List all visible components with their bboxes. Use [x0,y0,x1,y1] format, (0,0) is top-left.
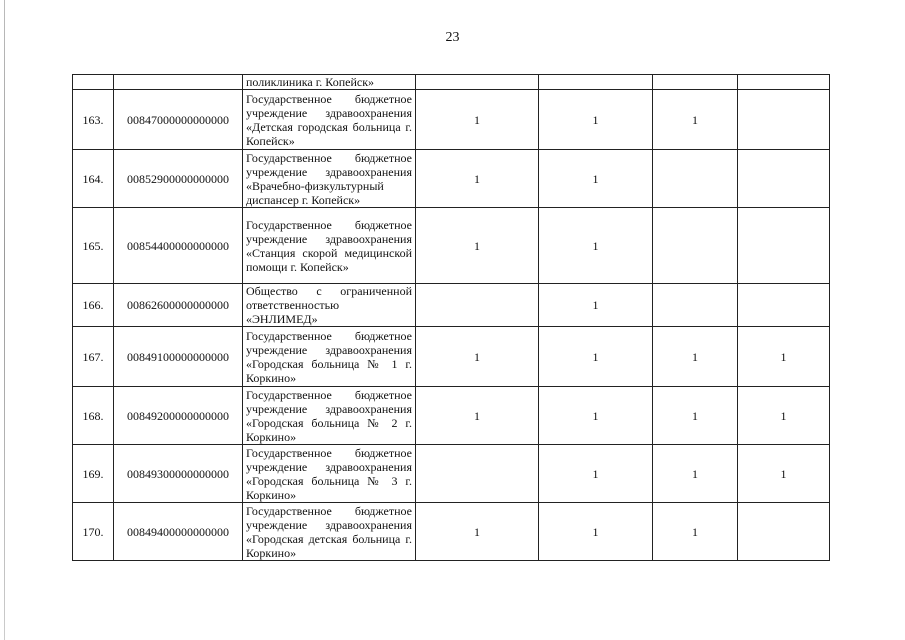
organization-name: Государственное бюджетное учреждение здравоохранения «Врачебно-физкультурный диспансер г. Копейск» [243,150,416,208]
cell-num [73,75,114,90]
value-col-2: 1 [539,284,653,327]
table-row [73,445,830,503]
table-row [73,387,830,445]
value-col-4 [738,503,830,561]
value-col-4: 1 [738,327,830,387]
value-col-1: 1 [416,208,539,284]
organization-name: Государственное бюджетное учреждение здравоохранения «Детская городская больница г. Копейск» [243,90,416,150]
value-col-2: 1 [539,90,653,150]
row-number: 163. [73,90,114,150]
value-col-1: 1 [416,387,539,445]
value-col-3 [653,150,738,208]
continuation-row [73,75,830,90]
value-col-1 [416,445,539,503]
value-col-4 [738,150,830,208]
page-number: 23 [445,30,460,45]
value-col-3 [653,284,738,327]
table-row [73,503,830,561]
value-col-2: 1 [539,503,653,561]
row-number: 164. [73,150,114,208]
row-number: 169. [73,445,114,503]
table-row [73,150,830,208]
row-number: 170. [73,503,114,561]
organization-name: Государственное бюджетное учреждение здравоохранения «Городская детская больница г. Коркино» [243,503,416,561]
row-code: 00847000000000000 [114,90,243,150]
value-col-2: 1 [539,327,653,387]
row-code: 00862600000000000 [114,284,243,327]
value-col-3: 1 [653,445,738,503]
organization-name: Государственное бюджетное учреждение здравоохранения «Городская больница № 1 г. Коркино» [243,327,416,387]
cell-value [653,75,738,90]
organizations-table [72,74,830,561]
value-col-2: 1 [539,445,653,503]
organization-name: Общество с ограниченной ответственностью «ЭНЛИМЕД» [243,284,416,327]
value-col-3: 1 [653,387,738,445]
value-col-4: 1 [738,445,830,503]
table-row [73,208,830,284]
value-col-1: 1 [416,150,539,208]
row-code: 00849200000000000 [114,387,243,445]
table-row [73,90,830,150]
value-col-1: 1 [416,90,539,150]
cell-code [114,75,243,90]
cell-value [738,75,830,90]
row-code: 00849400000000000 [114,503,243,561]
row-code: 00849100000000000 [114,327,243,387]
row-code: 00852900000000000 [114,150,243,208]
value-col-4 [738,208,830,284]
organization-name: Государственное бюджетное учреждение здравоохранения «Городская больница № 2 г. Коркино» [243,387,416,445]
row-number: 165. [73,208,114,284]
cell-value [539,75,653,90]
row-code: 00854400000000000 [114,208,243,284]
value-col-3 [653,208,738,284]
value-col-1 [416,284,539,327]
value-col-3: 1 [653,503,738,561]
cell-name: поликлиника г. Копейск» [243,75,416,90]
table-row [73,284,830,327]
value-col-4 [738,90,830,150]
row-code: 00849300000000000 [114,445,243,503]
row-number: 167. [73,327,114,387]
scan-edge-line [4,0,5,640]
value-col-2: 1 [539,387,653,445]
value-col-4: 1 [738,387,830,445]
organization-name: Государственное бюджетное учреждение здравоохранения «Городская больница № 3 г. Коркино» [243,445,416,503]
organization-name: Государственное бюджетное учреждение здравоохранения «Станция скорой медицинской помощи г. Копейск» [243,208,416,284]
value-col-2: 1 [539,208,653,284]
row-number: 166. [73,284,114,327]
value-col-1: 1 [416,503,539,561]
table-row [73,327,830,387]
value-col-1: 1 [416,327,539,387]
value-col-4 [738,284,830,327]
value-col-2: 1 [539,150,653,208]
value-col-3: 1 [653,327,738,387]
value-col-3: 1 [653,90,738,150]
row-number: 168. [73,387,114,445]
cell-value [416,75,539,90]
